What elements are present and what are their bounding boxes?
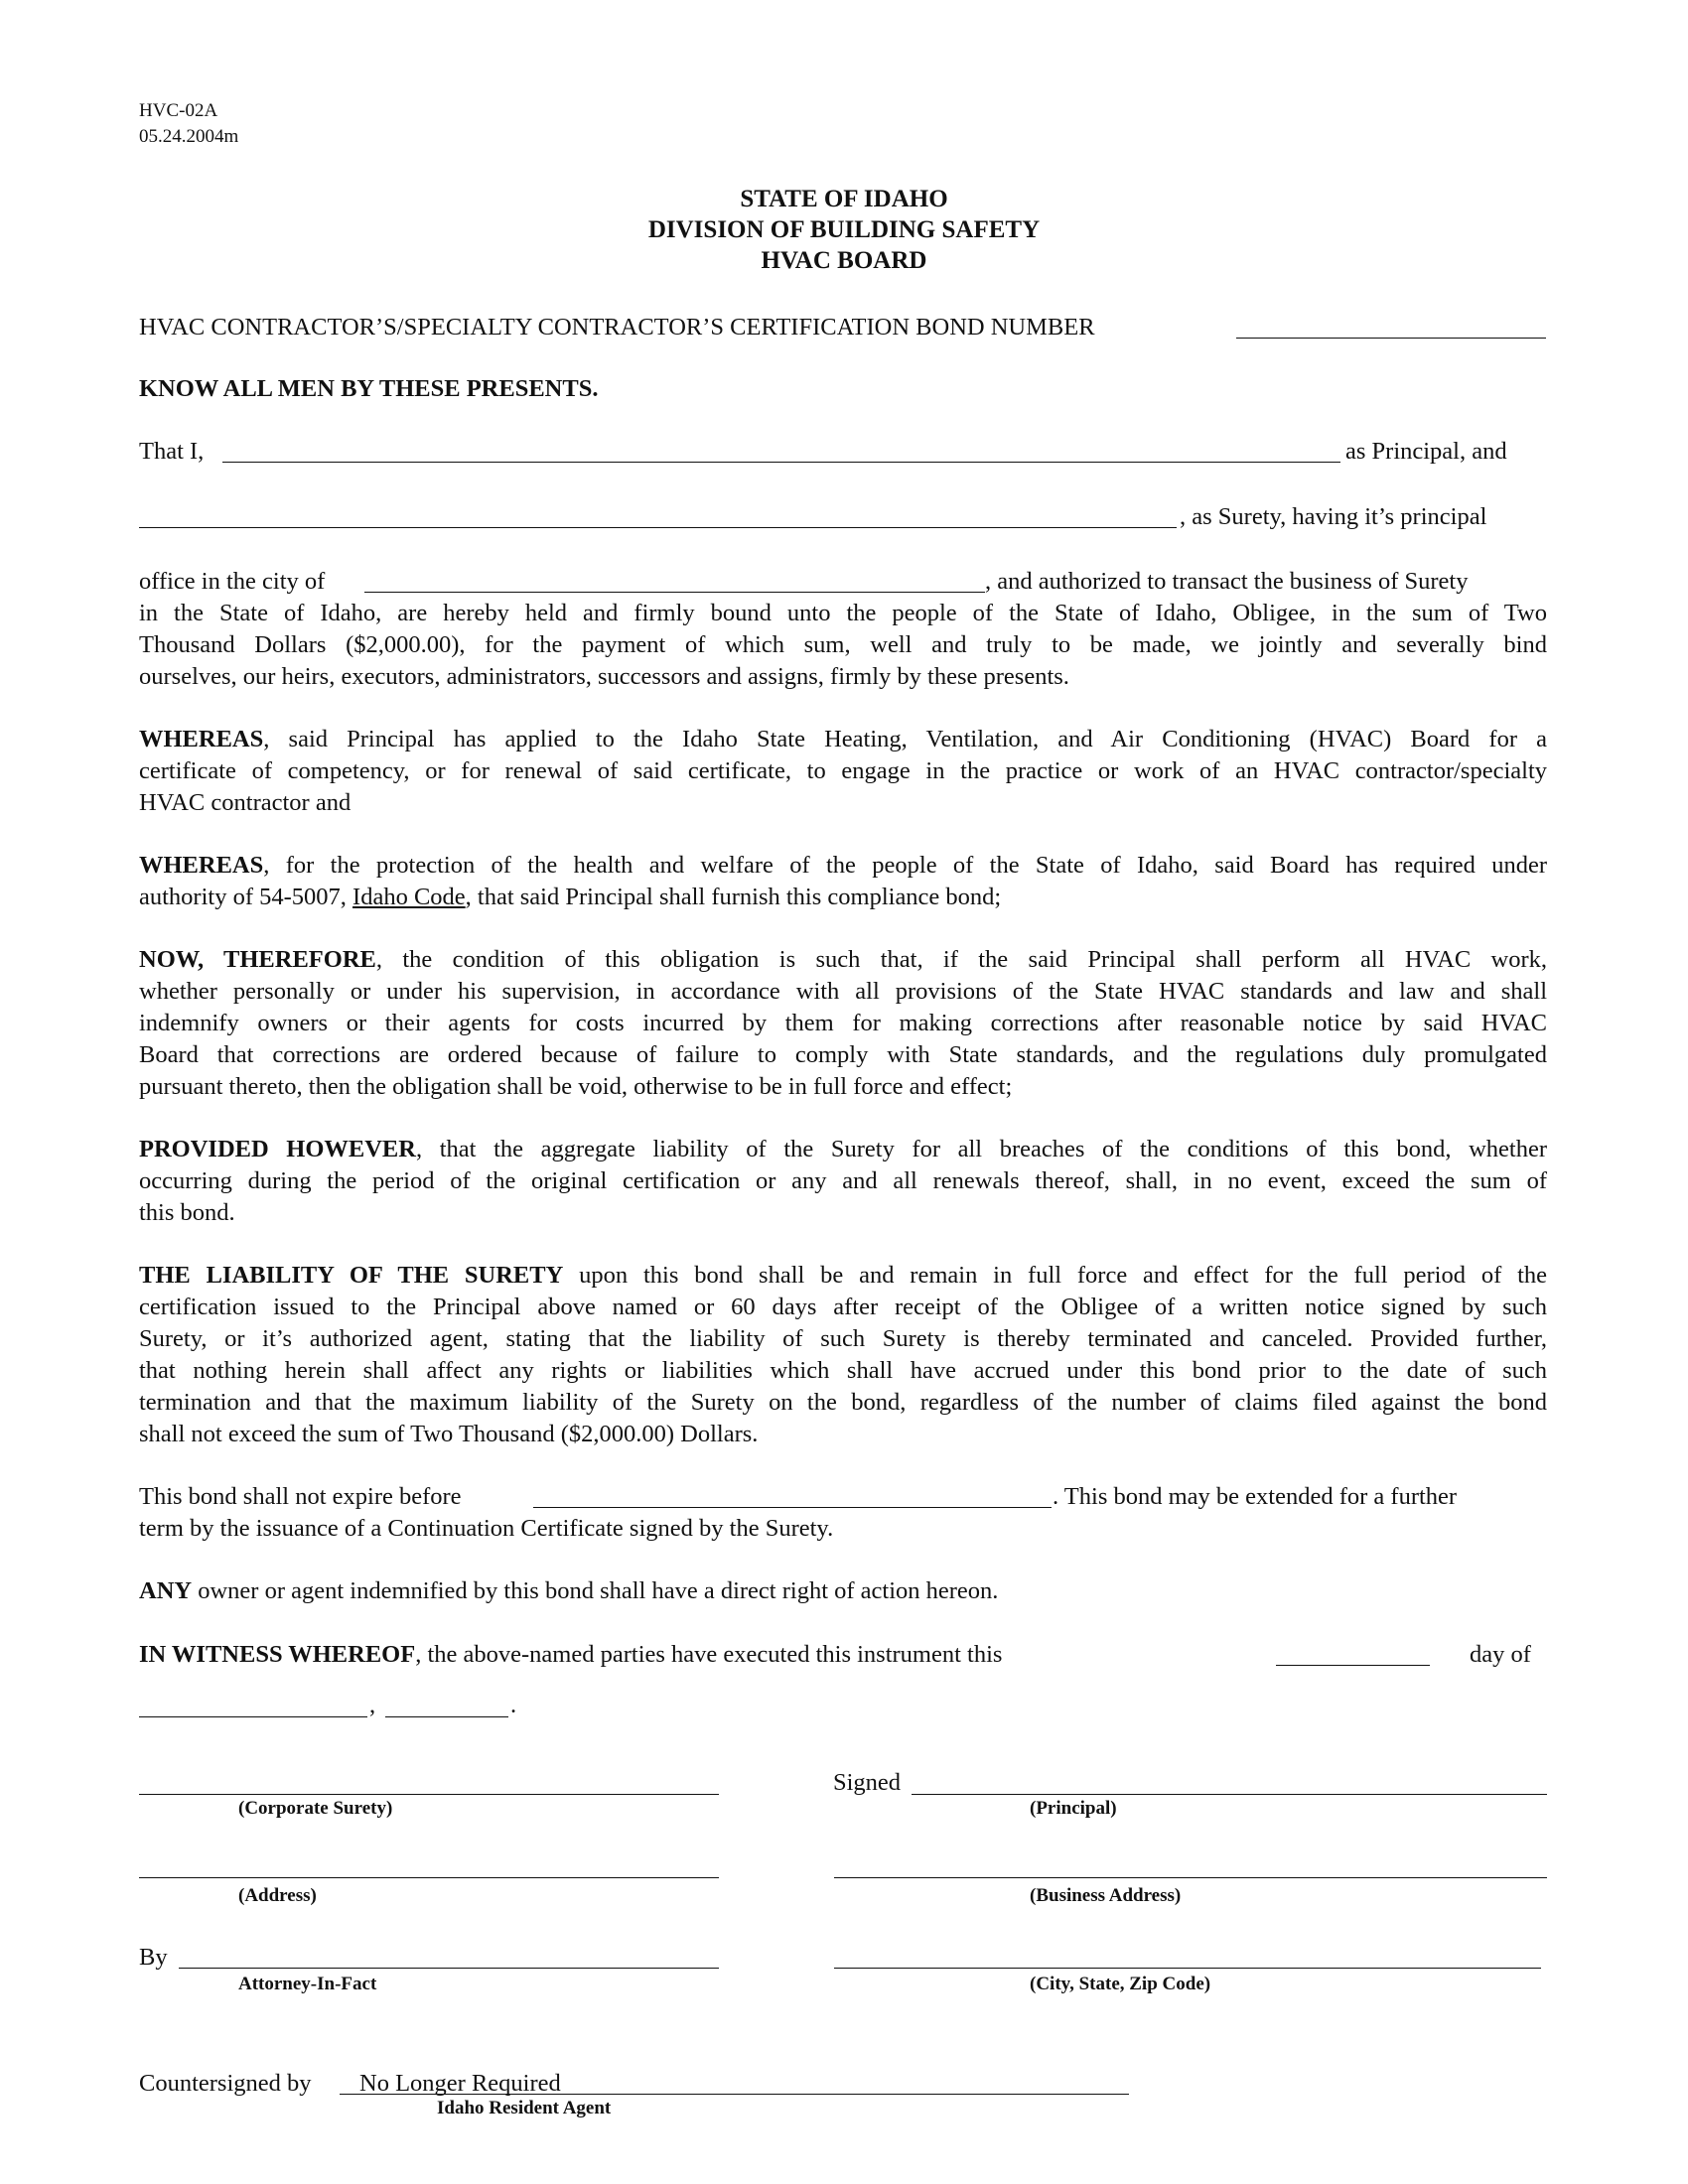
now-therefore-line-3: indemnify owners or their agents for costs incurred by them for making corrections after reasonable notice by said HVAC <box>139 1010 1547 1036</box>
whereas1-lead: WHEREAS <box>139 726 264 752</box>
surety-address-blank[interactable] <box>139 1877 719 1878</box>
whereas1-line-1 <box>139 724 1547 755</box>
provided-line-3: this bond. <box>139 1199 235 1226</box>
countersigned-blank <box>340 2094 1129 2095</box>
now-therefore-line-1-text: , the condition of this obligation is such that, if the said Principal shall perform all HVAC work, <box>375 946 1547 973</box>
countersigned-label: Countersigned by <box>139 2070 312 2097</box>
provided-lead: PROVIDED HOWEVER <box>139 1136 416 1162</box>
principal-caption: (Principal) <box>1030 1798 1117 1819</box>
principal-suffix: as Principal, and <box>1345 438 1507 465</box>
any-rest: owner or agent indemnified by this bond shall have a direct right of action hereon. <box>192 1577 999 1604</box>
bond-number-blank[interactable] <box>1236 338 1546 339</box>
office-line-2: in the State of Idaho, are hereby held and firmly bound unto the people of the State of Idaho, Obligee, in the sum of Two <box>139 600 1547 626</box>
idaho-code-reference: Idaho Code <box>352 884 466 910</box>
surety-city-blank[interactable] <box>364 592 985 593</box>
any-lead: ANY <box>139 1577 193 1604</box>
countersigned-caption: Idaho Resident Agent <box>437 2098 612 2118</box>
whereas2-line-2 <box>139 882 1001 913</box>
by-label: By <box>139 1944 168 1971</box>
whereas2-line-2-pre: authority of 54-5007, <box>139 884 353 910</box>
countersigned-value: No Longer Required <box>359 2070 561 2097</box>
whereas2-line-1-text: , for the protection of the health and welfare of the people of the State of Idaho, said Board has required under <box>263 852 1547 879</box>
provided-line-2: occurring during the period of the original certification or any and all renewals thereof, shall, in no event, exceed the sum of <box>139 1167 1547 1194</box>
now-therefore-line-2: whether personally or under his supervision, in accordance with all provisions of the State HVAC standards and law and shall <box>139 978 1547 1005</box>
whereas1-line-2: certificate of competency, or for renewal of said certificate, to engage in the practice or work of an HVAC contractor/specialty <box>139 757 1547 784</box>
liability-line-2: certification issued to the Principal above named or 60 days after receipt of the Obligee of a written notice signed by such <box>139 1294 1547 1320</box>
whereas1-line-3: HVAC contractor and <box>139 789 352 816</box>
header-state: STATE OF IDAHO <box>740 186 948 212</box>
bond-number-label: HVAC CONTRACTOR’S/SPECIALTY CONTRACTOR’S CERTIFICATION BOND NUMBER <box>139 314 1095 341</box>
any-clause <box>139 1575 998 1607</box>
witness-day-of: day of <box>1470 1641 1531 1668</box>
expire-line-2: term by the issuance of a Continuation Certificate signed by the Surety. <box>139 1515 834 1542</box>
principal-name-blank[interactable] <box>222 462 1340 463</box>
witness-year-blank[interactable] <box>385 1716 508 1717</box>
office-line-4: ourselves, our heirs, executors, administrators, successors and assigns, firmly by these presents. <box>139 663 1069 690</box>
liability-line-1 <box>139 1260 1547 1292</box>
form-code: HVC-02A <box>139 100 218 121</box>
whereas1-line-1-text: , said Principal has applied to the Idaho State Heating, Ventilation, and Air Conditioning (HVAC) Board for a <box>263 726 1547 752</box>
witness-lead: IN WITNESS WHEREOF <box>139 1641 416 1668</box>
witness-month-blank[interactable] <box>139 1716 367 1717</box>
liability-lead: THE LIABILITY OF THE SURETY <box>139 1262 564 1289</box>
attorney-caption: Attorney-In-Fact <box>238 1974 377 1994</box>
corporate-surety-blank[interactable] <box>139 1794 719 1795</box>
expire-prefix: This bond shall not expire before <box>139 1483 462 1510</box>
office-suffix: , and authorized to transact the business of Surety <box>985 568 1469 595</box>
witness-date-comma: , <box>369 1692 376 1718</box>
liability-line-1-text: upon this bond shall be and remain in full force and effect for the full period of the <box>563 1262 1547 1289</box>
now-therefore-lead: NOW, THEREFORE <box>139 946 376 973</box>
attorney-signature-blank[interactable] <box>179 1968 719 1969</box>
witness-clause <box>139 1639 1002 1671</box>
principal-signature-blank[interactable] <box>912 1794 1547 1795</box>
liability-line-4: that nothing herein shall affect any rights or liabilities which shall have accrued under this bond prior to the date of such <box>139 1357 1547 1384</box>
header-board: HVAC BOARD <box>761 247 927 274</box>
expiry-date-blank[interactable] <box>533 1507 1052 1508</box>
surety-name-blank[interactable] <box>139 527 1177 528</box>
surety-suffix: , as Surety, having it’s principal <box>1180 503 1487 530</box>
form-revision: 05.24.2004m <box>139 126 239 147</box>
now-therefore-line-1 <box>139 944 1547 976</box>
know-all-heading: KNOW ALL MEN BY THESE PRESENTS. <box>139 375 599 402</box>
business-address-caption: (Business Address) <box>1030 1885 1182 1906</box>
whereas2-line-1 <box>139 850 1547 882</box>
address-caption: (Address) <box>238 1885 317 1906</box>
liability-line-6: shall not exceed the sum of Two Thousand ($2,000.00) Dollars. <box>139 1421 759 1447</box>
principal-prefix: That I, <box>139 438 205 465</box>
office-prefix: office in the city of <box>139 568 326 595</box>
business-address-blank[interactable] <box>834 1877 1547 1878</box>
witness-rest: , the above-named parties have executed this instrument this <box>415 1641 1003 1668</box>
witness-date-period: . <box>510 1692 517 1718</box>
expire-suffix: . This bond may be extended for a further <box>1053 1483 1458 1510</box>
liability-line-5: termination and that the maximum liability of the Surety on the bond, regardless of the number of claims filed against the bond <box>139 1389 1547 1416</box>
witness-day-blank[interactable] <box>1276 1665 1430 1666</box>
city-state-zip-blank[interactable] <box>834 1968 1541 1969</box>
liability-line-3: Surety, or it’s authorized agent, stating that the liability of such Surety is thereby terminated and canceled. Provided further, <box>139 1325 1547 1352</box>
now-therefore-line-5: pursuant thereto, then the obligation shall be void, otherwise to be in full force and effect; <box>139 1073 1013 1100</box>
header-division: DIVISION OF BUILDING SAFETY <box>647 216 1041 243</box>
provided-line-1-text: , that the aggregate liability of the Surety for all breaches of the conditions of this bond, whether <box>415 1136 1547 1162</box>
whereas2-line-2-post: , that said Principal shall furnish this compliance bond; <box>465 884 1002 910</box>
now-therefore-line-4: Board that corrections are ordered because of failure to comply with State standards, and the regulations duly promulgated <box>139 1041 1547 1068</box>
corporate-surety-caption: (Corporate Surety) <box>238 1798 393 1819</box>
office-line-3: Thousand Dollars ($2,000.00), for the payment of which sum, well and truly to be made, we jointly and severally bind <box>139 631 1547 658</box>
city-state-zip-caption: (City, State, Zip Code) <box>1030 1974 1211 1994</box>
provided-line-1 <box>139 1134 1547 1165</box>
whereas2-lead: WHEREAS <box>139 852 264 879</box>
signed-label: Signed <box>833 1769 902 1796</box>
